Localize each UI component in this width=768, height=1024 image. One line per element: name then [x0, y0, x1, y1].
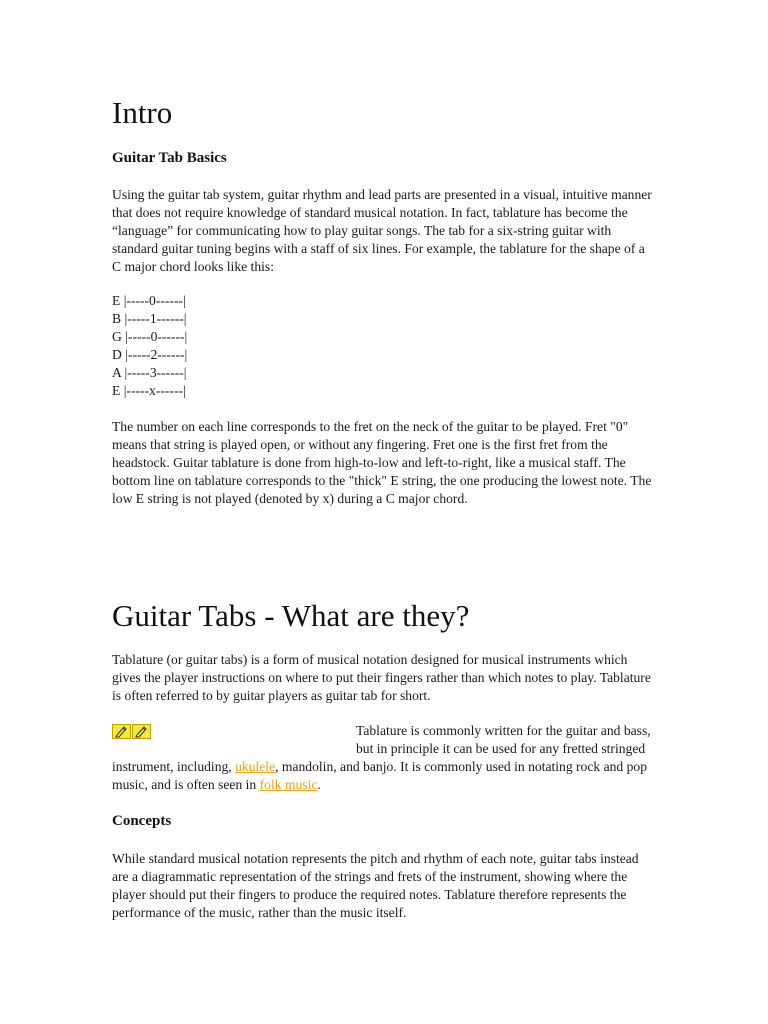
- what-are-tabs-heading: Guitar Tabs - What are they?: [112, 598, 470, 633]
- c-major-tab: [112, 292, 312, 400]
- ukulele-link[interactable]: ukulele: [235, 759, 276, 774]
- tab-line: D |-----2------|: [112, 347, 188, 362]
- folk-music-link[interactable]: folk music: [259, 777, 318, 792]
- usage-text-middle: , mandolin, and banjo. It is commonly used in notating rock and pop music, and is often seen in: [112, 759, 647, 792]
- tab-line: B |-----1------|: [112, 311, 187, 326]
- guitar-tab-basics-heading: Guitar Tab Basics: [112, 150, 227, 166]
- usage-text-end: .: [317, 777, 321, 792]
- icon-strip: [112, 722, 356, 756]
- intro-heading: Intro: [112, 95, 173, 130]
- tab-line: G |-----0------|: [112, 329, 188, 344]
- intro-paragraph: Using the guitar tab system, guitar rhythm and lead parts are presented in a visual, intuitive manner that does not require knowledge of standard musical notation. In fact, tablature has become the “language” for communicating how to play guitar songs. The tab for a six-string guitar with standard guitar tuning begins with a staff of six lines. For example, the tablature for the shape of a C major chord looks like this:: [112, 187, 652, 274]
- tab-line: A |-----3------|: [112, 365, 187, 380]
- concepts-paragraph: While standard musical notation represents the pitch and rhythm of each note, guitar tabs instead are a diagrammatic representation of the strings and frets of the instrument, showing where the player should put their fingers to produce the required notes. Tablature therefore represents the performance of the music, rather than the music itself.: [112, 851, 639, 920]
- edit-icon[interactable]: [112, 724, 131, 739]
- usage-text-start: Tablature is commonly written for the guitar and bass, but in principle it can be used for any fretted stringed instrument, including,: [112, 723, 651, 774]
- concepts-heading: Concepts: [112, 813, 172, 829]
- tab-line: E |-----0------|: [112, 293, 186, 308]
- edit-icon[interactable]: [132, 724, 151, 739]
- tablature-definition-paragraph: Tablature (or guitar tabs) is a form of musical notation designed for musical instruments which gives the player instructions on where to put their fingers rather than which notes to play. Tablature is often referred to by guitar players as guitar tab for short.: [112, 652, 651, 703]
- tablature-usage-block: [112, 722, 657, 794]
- tab-line: E |-----x------|: [112, 383, 186, 398]
- fret-explanation-paragraph: The number on each line corresponds to the fret on the neck of the guitar to be played. Fret "0" means that string is played open, or without any fingering. Fret one is the first fret from the headstock. Guitar tablature is done from high-to-low and left-to-right, like a musical staff. The bottom line on tablature corresponds to the "thick" E string, the one producing the lowest note. The low E string is not played (denoted by x) during a C major chord.: [112, 419, 652, 506]
